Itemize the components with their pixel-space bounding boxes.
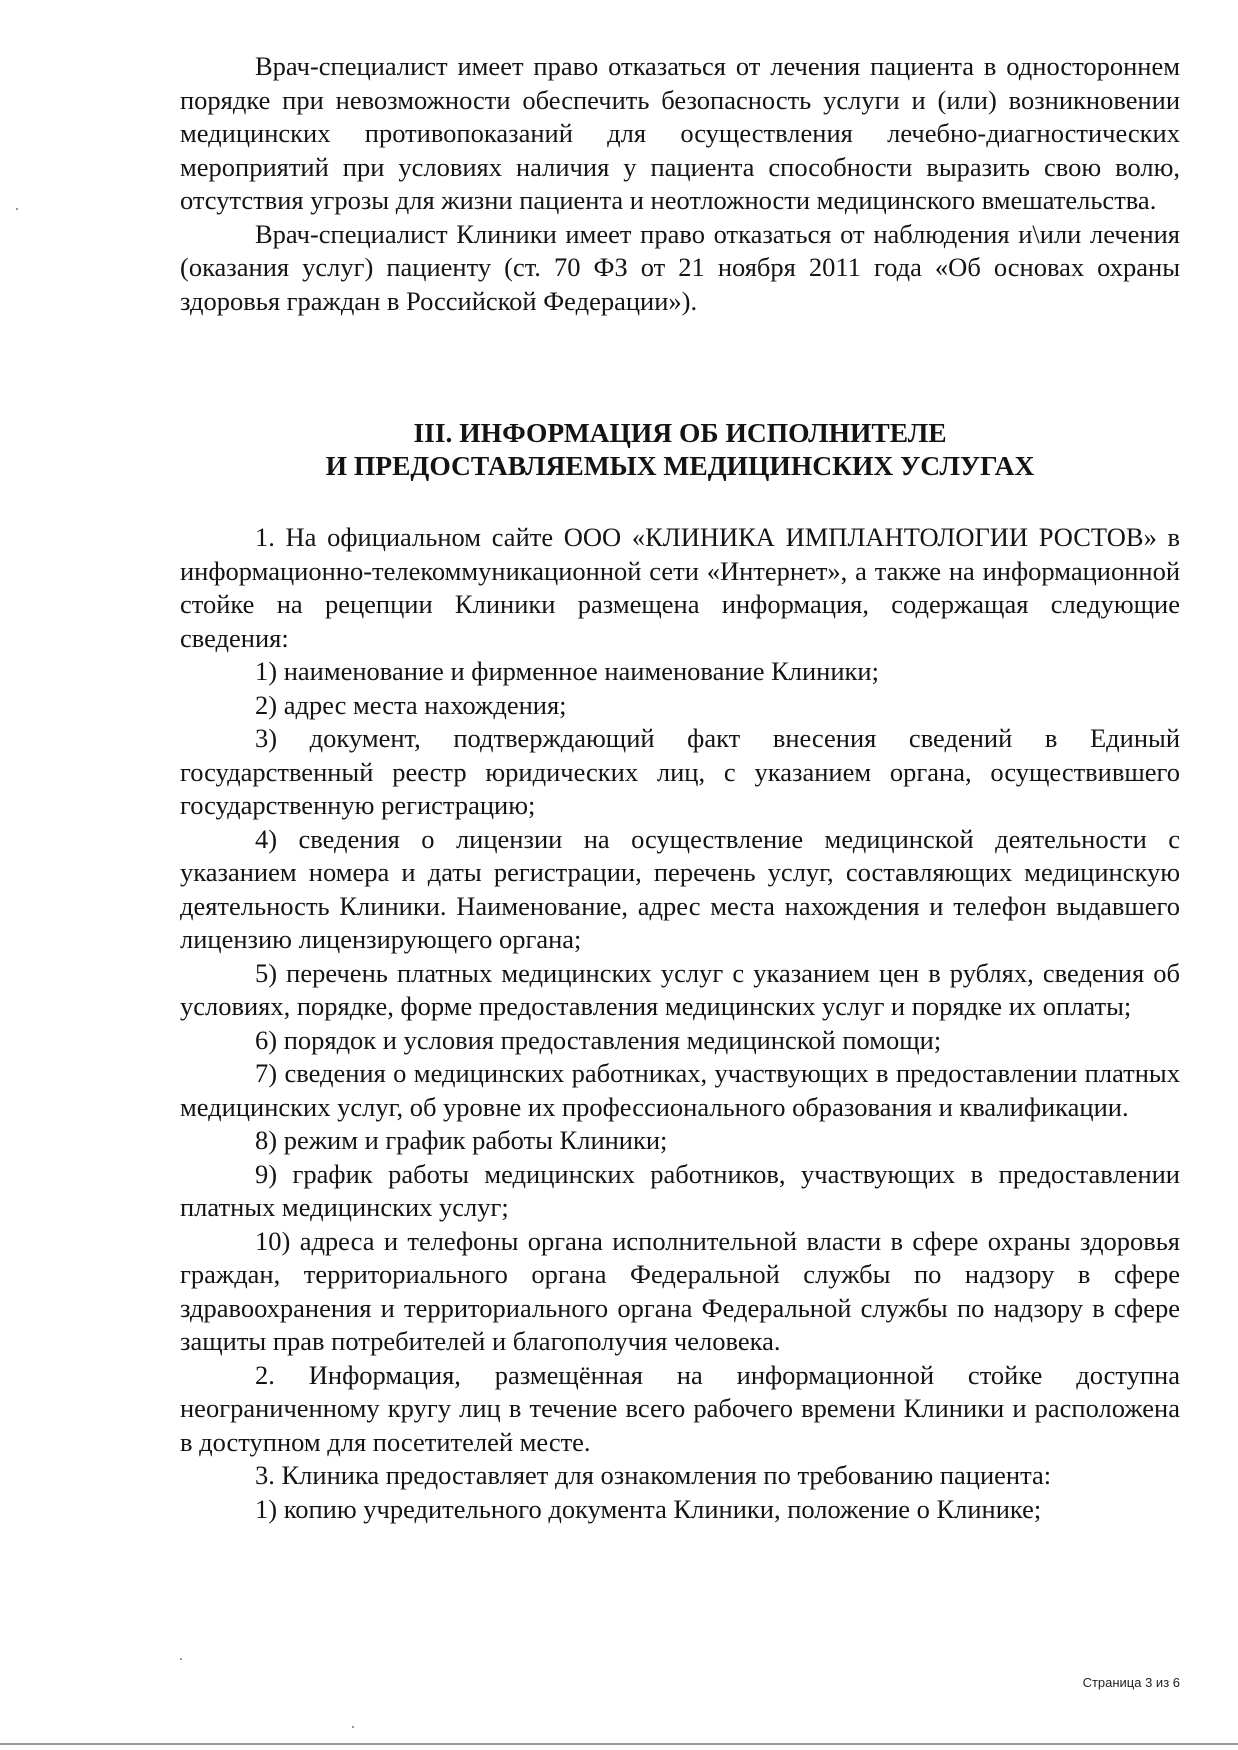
paragraph-refusal-observation: Врач-специалист Клиники имеет право отказаться от наблюдения и\или лечения (оказания услуг) пациенту (ст. 70 ФЗ от 21 ноября 2011 года «Об основах охраны здоровья граждан в Российской Федерации»). <box>180 218 1180 316</box>
section-text-block <box>180 521 1180 1526</box>
list-item: 1) наименование и фирменное наименование Клиники; <box>255 656 879 686</box>
paragraph-item-2: 2. Информация, размещённая на информационной стойке доступна неограниченному кругу лиц в течение всего рабочего времени Клиники и расположена в доступном для посетителей месте. <box>180 1359 1180 1457</box>
list-item: 1) копию учредительного документа Клиники, положение о Клинике; <box>255 1493 1042 1524</box>
list-item: 4) сведения о лицензии на осуществление медицинской деятельности с указанием номера и даты регистрации, перечень услуг, составляющих медицинскую деятельность Клиники. Наименование, адрес места нахождения и телефон выдавшего лицензию лицензирующего органа; <box>180 823 1180 954</box>
paragraph-item-1: 1. На официальном сайте ООО «КЛИНИКА ИМПЛАНТОЛОГИИ РОСТОВ» в информационно-телекоммуникационной сети «Интернет», а также на информационной стойке на рецепции Клиники размещена информация, содержащая следующие сведения: <box>180 522 1180 653</box>
scan-speck <box>16 208 18 210</box>
list-item: 9) график работы медицинских работников, участвующих в предоставлении платных медицинских услуг; <box>180 1158 1180 1222</box>
list-item: 5) перечень платных медицинских услуг с указанием цен в рублях, сведения об условиях, порядке, форме предоставления медицинских услуг и порядке их оплаты; <box>180 957 1180 1021</box>
scan-speck <box>352 1726 354 1728</box>
scan-speck <box>180 1658 182 1660</box>
intro-text-block <box>180 50 1180 318</box>
section-heading-line-1: III. ИНФОРМАЦИЯ ОБ ИСПОЛНИТЕЛЕ <box>413 417 947 448</box>
section-heading-line-2: И ПРЕДОСТАВЛЯЕМЫХ МЕДИЦИНСКИХ УСЛУГАХ <box>325 450 1035 481</box>
page-number: Страница 3 из 6 <box>1082 1675 1180 1690</box>
paragraph-item-3: 3. Клиника предоставляет для ознакомления по требованию пациента: <box>255 1460 1052 1490</box>
list-item: 8) режим и график работы Клиники; <box>255 1125 668 1155</box>
list-item: 10) адреса и телефоны органа исполнительной власти в сфере охраны здоровья граждан, территориального органа Федеральной службы по надзору в сфере здравоохранения и территориального органа Федеральной службы по надзору в сфере защиты прав потребителей и благополучия человека. <box>180 1225 1180 1356</box>
list-item: 2) адрес места нахождения; <box>255 689 567 720</box>
list-item: 6) порядок и условия предоставления медицинской помощи; <box>255 1024 942 1055</box>
section-heading <box>180 416 1180 482</box>
list-item: 3) документ, подтверждающий факт внесения сведений в Единый государственный реестр юридических лиц, с указанием органа, осуществившего государственную регистрацию; <box>180 723 1180 820</box>
paragraph-refusal-treatment: Врач-специалист имеет право отказаться от лечения пациента в одностороннем порядке при невозможности обеспечить безопасность услуги и (или) возникновении медицинских противопоказаний для осуществления лечебно-диагностических мероприятий при условиях наличия у пациента способности выразить свою волю, отсутствия угрозы для жизни пациента и неотложности медицинского вмешательства. <box>180 51 1180 215</box>
list-item: 7) сведения о медицинских работниках, участвующих в предоставлении платных медицинских услуг, об уровне их профессионального образования и квалификации. <box>180 1058 1180 1122</box>
scan-edge-line <box>0 1743 1238 1745</box>
